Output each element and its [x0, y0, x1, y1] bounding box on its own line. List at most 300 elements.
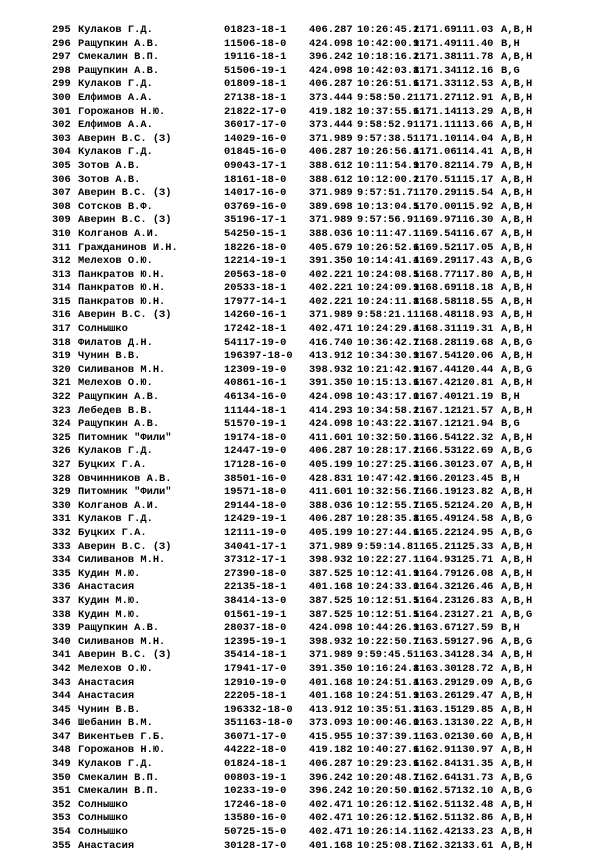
cell-num: 298 — [52, 64, 71, 77]
cell-num: 327 — [52, 459, 71, 471]
cell-v1: 1169.29 — [413, 255, 457, 268]
cell-dist: 411.601 — [309, 431, 353, 444]
cell-num: 296 — [52, 37, 71, 50]
cell-tag: A,B,H — [501, 798, 533, 811]
cell-dist: 405.199 — [309, 526, 353, 539]
cell-v1: 1165.22 — [413, 526, 457, 539]
cell-time: 10:43:22.3 — [357, 418, 420, 431]
cell-time: 10:16:24.8 — [357, 662, 420, 675]
cell-name: Аверин В.С. (З) — [78, 649, 172, 662]
cell-time: 10:47:42.9 — [357, 472, 420, 485]
cell-dist: 387.525 — [309, 608, 353, 621]
cell-tag: A,B,H — [501, 51, 533, 64]
cell-tag: A,B,H — [501, 812, 533, 825]
cell-v2: 118.55 — [456, 295, 494, 308]
cell-v2: 124.20 — [456, 499, 494, 512]
cell-name: Аверин В.С. (З) — [78, 540, 172, 553]
cell-time: 9:57:56.9 — [357, 214, 414, 227]
cell-time: 10:24:11.8 — [357, 295, 420, 308]
cell-name: Мелехов О.Ю. — [78, 662, 153, 675]
cell-time: 9:58:52.9 — [357, 119, 414, 132]
cell-v1: 1163.02 — [413, 730, 457, 743]
cell-dist: 402.471 — [309, 323, 353, 336]
cell-code: 20563-18-0 — [224, 268, 287, 281]
cell-v2: 118.18 — [456, 282, 494, 295]
cell-num: 344 — [52, 690, 71, 703]
cell-v2: 127.96 — [456, 635, 494, 648]
cell-code: 54250-15-1 — [224, 227, 287, 240]
cell-tag: B,H — [501, 622, 520, 635]
cell-v2: 125.33 — [456, 540, 494, 553]
cell-tag: A,B,G — [501, 255, 533, 268]
cell-code: 11506-18-0 — [224, 37, 287, 50]
cell-code: 17977-14-1 — [224, 295, 287, 308]
cell-v2: 122.32 — [456, 431, 494, 444]
cell-name: Чунин В.В. — [78, 350, 141, 363]
cell-time: 10:24:29.4 — [357, 323, 420, 336]
cell-v2: 113.66 — [456, 119, 494, 132]
cell-code: 35196-17-1 — [224, 214, 287, 227]
cell-num: 331 — [52, 513, 71, 526]
cell-tag: A,B,G — [501, 445, 533, 458]
cell-code: 17128-16-0 — [224, 459, 287, 471]
cell-tag: A,B,H — [501, 350, 533, 363]
cell-v1: 1168.28 — [413, 336, 457, 349]
cell-time: 9:58:21.1 — [357, 309, 414, 322]
cell-tag: A,B,H — [501, 105, 533, 118]
cell-dist: 402.471 — [309, 812, 353, 825]
cell-code: 12309-19-0 — [224, 363, 287, 376]
cell-code: 22135-18-1 — [224, 581, 287, 594]
cell-name: Силиванов М.Н. — [78, 635, 166, 648]
cell-time: 10:20:48.7 — [357, 771, 420, 784]
cell-v1: 1169.52 — [413, 241, 457, 254]
cell-dist: 424.098 — [309, 418, 353, 431]
cell-v2: 115.17 — [456, 173, 494, 186]
cell-tag: A,B,H — [501, 377, 533, 390]
cell-tag: A,B,H — [501, 404, 533, 417]
cell-dist: 406.287 — [309, 758, 353, 771]
cell-v1: 1162.42 — [413, 826, 457, 839]
cell-tag: A,B,H — [501, 703, 533, 716]
cell-v1: 1166.19 — [413, 486, 457, 499]
cell-tag: A,B,H — [501, 554, 533, 567]
cell-v1: 1163.26 — [413, 690, 457, 703]
cell-v1: 1170.00 — [413, 200, 457, 213]
cell-v2: 128.72 — [456, 662, 494, 675]
cell-name: Кулаков Г.Д. — [78, 146, 153, 159]
cell-name: Шебанин В.М. — [78, 717, 153, 730]
cell-v1: 1162.51 — [413, 798, 457, 811]
cell-v2: 111.78 — [456, 51, 494, 64]
cell-v2: 132.10 — [456, 785, 494, 798]
cell-dist: 388.612 — [309, 159, 353, 172]
cell-num: 328 — [52, 472, 71, 485]
cell-v1: 1166.53 — [413, 445, 457, 458]
cell-dist: 391.350 — [309, 377, 353, 390]
cell-time: 10:12:41.9 — [357, 567, 420, 580]
cell-code: 01845-16-0 — [224, 146, 287, 159]
cell-dist: 371.989 — [309, 540, 353, 553]
cell-time: 10:14:41.4 — [357, 255, 420, 268]
cell-name: Силиванов М.Н. — [78, 363, 166, 376]
cell-v1: 1166.30 — [413, 459, 457, 471]
cell-code: 21822-17-0 — [224, 105, 287, 118]
cell-name: Солнышко — [78, 323, 128, 336]
cell-num: 301 — [52, 105, 71, 118]
cell-v1: 1166.20 — [413, 472, 457, 485]
cell-name: Анастасия — [78, 676, 135, 689]
cell-dist: 402.221 — [309, 282, 353, 295]
cell-num: 311 — [52, 241, 71, 254]
cell-dist: 373.444 — [309, 91, 353, 104]
cell-v1: 1167.44 — [413, 363, 457, 376]
cell-name: Солнышко — [78, 798, 128, 811]
cell-time: 9:59:45.5 — [357, 649, 414, 662]
cell-dist: 371.989 — [309, 132, 353, 145]
cell-v2: 126.83 — [456, 594, 494, 607]
cell-dist: 388.036 — [309, 499, 353, 512]
cell-dist: 413.912 — [309, 703, 353, 716]
cell-time: 10:24:08.5 — [357, 268, 420, 281]
cell-name: Буцких Г.А. — [78, 459, 147, 471]
cell-tag: A,B,G — [501, 676, 533, 689]
cell-time: 10:28:17.2 — [357, 445, 420, 458]
cell-time: 10:28:35.8 — [357, 513, 420, 526]
cell-name: Питомник "Фили" — [78, 486, 172, 499]
cell-v1: 1170.51 — [413, 173, 457, 186]
cell-v2: 124.58 — [456, 513, 494, 526]
cell-tag: A,B,G — [501, 635, 533, 648]
cell-name: Горожанов Н.Ю. — [78, 744, 166, 757]
cell-code: 17246-18-0 — [224, 798, 287, 811]
cell-dist: 398.932 — [309, 635, 353, 648]
cell-num: 341 — [52, 649, 71, 662]
cell-tag: A,B,H — [501, 173, 533, 186]
cell-name: Солнышко — [78, 826, 128, 839]
cell-v1: 1164.32 — [413, 581, 457, 594]
cell-dist: 424.098 — [309, 622, 353, 635]
cell-v2: 120.44 — [456, 363, 494, 376]
cell-time: 10:24:33.0 — [357, 581, 420, 594]
cell-v2: 126.08 — [456, 567, 494, 580]
cell-num: 320 — [52, 363, 71, 376]
cell-dist: 406.287 — [309, 513, 353, 526]
cell-num: 334 — [52, 554, 71, 567]
cell-tag: A,B,G — [501, 785, 533, 798]
cell-num: 343 — [52, 676, 71, 689]
cell-num: 323 — [52, 404, 71, 417]
cell-name: Смекалин В.П. — [78, 785, 160, 798]
cell-dist: 406.287 — [309, 445, 353, 458]
cell-name: Кулаков Г.Д. — [78, 24, 153, 36]
cell-v1: 1171.69 — [413, 24, 457, 36]
cell-v2: 120.81 — [456, 377, 494, 390]
cell-num: 325 — [52, 431, 71, 444]
cell-tag: B,G — [501, 418, 520, 431]
cell-code: 29144-18-0 — [224, 499, 287, 512]
cell-v1: 1168.48 — [413, 309, 457, 322]
cell-num: 326 — [52, 445, 71, 458]
cell-tag: B,H — [501, 472, 520, 485]
cell-name: Аверин В.С. (З) — [78, 132, 172, 145]
cell-code: 12214-19-1 — [224, 255, 287, 268]
cell-dist: 373.444 — [309, 119, 353, 132]
cell-name: Панкратов Ю.Н. — [78, 268, 166, 281]
cell-name: Мелехов О.Ю. — [78, 255, 153, 268]
cell-v1: 1162.64 — [413, 771, 457, 784]
cell-name: Буцких Г.А. — [78, 526, 147, 539]
cell-v2: 118.93 — [456, 309, 494, 322]
cell-code: 20533-18-1 — [224, 282, 287, 295]
cell-code: 11144-18-1 — [224, 404, 287, 417]
cell-code: 03769-16-0 — [224, 200, 287, 213]
cell-num: 335 — [52, 567, 71, 580]
cell-name: Гражданинов И.Н. — [78, 241, 178, 254]
cell-time: 10:25:08.7 — [357, 839, 420, 852]
cell-v1: 1162.91 — [413, 744, 457, 757]
cell-tag: A,B,H — [501, 744, 533, 757]
cell-v1: 1163.67 — [413, 622, 457, 635]
cell-name: Ращупкин А.В. — [78, 37, 160, 50]
cell-dist: 388.612 — [309, 173, 353, 186]
cell-v1: 1167.12 — [413, 418, 457, 431]
cell-time: 10:36:42.7 — [357, 336, 420, 349]
cell-name: Питомник "Фили" — [78, 431, 172, 444]
cell-v2: 117.80 — [456, 268, 494, 281]
cell-name: Силиванов М.Н. — [78, 554, 166, 567]
cell-v2: 113.29 — [456, 105, 494, 118]
cell-num: 355 — [52, 839, 71, 852]
cell-dist: 402.221 — [309, 295, 353, 308]
cell-tag: A,B,H — [501, 662, 533, 675]
cell-v2: 124.95 — [456, 526, 494, 539]
cell-v2: 119.31 — [456, 323, 494, 336]
cell-num: 317 — [52, 323, 71, 336]
cell-v1: 1170.29 — [413, 187, 457, 200]
cell-dist: 414.293 — [309, 404, 353, 417]
cell-num: 322 — [52, 391, 71, 404]
cell-code: 35414-18-1 — [224, 649, 287, 662]
cell-time: 10:26:12.5 — [357, 812, 420, 825]
cell-num: 349 — [52, 758, 71, 771]
cell-time: 10:32:56.7 — [357, 486, 420, 499]
cell-dist: 406.287 — [309, 78, 353, 91]
cell-dist: 401.168 — [309, 690, 353, 703]
cell-tag: A,B,H — [501, 323, 533, 336]
cell-v2: 123.07 — [456, 459, 494, 471]
cell-v2: 111.03 — [456, 24, 494, 36]
cell-v2: 133.61 — [456, 839, 494, 852]
cell-num: 336 — [52, 581, 71, 594]
cell-num: 306 — [52, 173, 71, 186]
cell-v2: 121.57 — [456, 404, 494, 417]
cell-name: Кулаков Г.Д. — [78, 513, 153, 526]
cell-tag: A,B,H — [501, 227, 533, 240]
cell-num: 309 — [52, 214, 71, 227]
cell-dist: 424.098 — [309, 64, 353, 77]
cell-name: Кудин М.Ю. — [78, 567, 141, 580]
cell-v1: 1164.79 — [413, 567, 457, 580]
cell-v2: 114.41 — [456, 146, 494, 159]
cell-num: 295 — [52, 24, 71, 36]
cell-code: 196397-18-0 — [224, 350, 293, 363]
cell-time: 10:34:30.9 — [357, 350, 420, 363]
cell-tag: A,B,H — [501, 717, 533, 730]
cell-name: Ращупкин А.В. — [78, 622, 160, 635]
cell-dist: 402.471 — [309, 826, 353, 839]
cell-tag: A,B,H — [501, 567, 533, 580]
cell-code: 40861-16-1 — [224, 377, 287, 390]
cell-v1: 1164.93 — [413, 554, 457, 567]
cell-code: 37312-17-1 — [224, 554, 287, 567]
cell-dist: 371.989 — [309, 187, 353, 200]
cell-code: 51570-19-1 — [224, 418, 287, 431]
cell-v1: 1169.97 — [413, 214, 457, 227]
cell-dist: 411.601 — [309, 486, 353, 499]
cell-time: 10:26:52.6 — [357, 241, 420, 254]
cell-v2: 120.06 — [456, 350, 494, 363]
cell-num: 338 — [52, 608, 71, 621]
cell-v1: 1167.12 — [413, 404, 457, 417]
cell-time: 10:22:27.1 — [357, 554, 420, 567]
cell-tag: A,B,H — [501, 132, 533, 145]
cell-dist: 398.932 — [309, 554, 353, 567]
cell-code: 14029-16-0 — [224, 132, 287, 145]
cell-time: 10:26:14.1 — [357, 826, 420, 839]
cell-num: 330 — [52, 499, 71, 512]
cell-tag: A,B,H — [501, 282, 533, 295]
cell-v1: 1162.57 — [413, 785, 457, 798]
cell-code: 12429-19-1 — [224, 513, 287, 526]
cell-code: 18161-18-0 — [224, 173, 287, 186]
cell-num: 300 — [52, 91, 71, 104]
cell-code: 01824-18-1 — [224, 758, 287, 771]
cell-name: Аверин В.С. (З) — [78, 214, 172, 227]
cell-num: 346 — [52, 717, 71, 730]
cell-time: 10:26:51.6 — [357, 78, 420, 91]
cell-v1: 1162.84 — [413, 758, 457, 771]
cell-num: 314 — [52, 282, 71, 295]
cell-v2: 112.53 — [456, 78, 494, 91]
cell-name: Викентьев Г.Б. — [78, 730, 166, 743]
cell-tag: A,B,H — [501, 540, 533, 553]
cell-v2: 123.45 — [456, 472, 494, 485]
cell-dist: 401.168 — [309, 839, 353, 852]
cell-dist: 389.698 — [309, 200, 353, 213]
cell-tag: A,B,H — [501, 690, 533, 703]
cell-tag: A,B,H — [501, 431, 533, 444]
cell-time: 9:57:51.7 — [357, 187, 414, 200]
cell-name: Елфимов А.А. — [78, 119, 153, 132]
cell-name: Ращупкин А.В. — [78, 391, 160, 404]
cell-num: 339 — [52, 622, 71, 635]
cell-v2: 130.60 — [456, 730, 494, 743]
cell-v2: 127.21 — [456, 608, 494, 621]
cell-tag: A,B,H — [501, 200, 533, 213]
cell-v2: 117.05 — [456, 241, 494, 254]
cell-num: 308 — [52, 200, 71, 213]
cell-name: Панкратов Ю.Н. — [78, 295, 166, 308]
cell-v1: 1167.40 — [413, 391, 457, 404]
cell-time: 10:26:45.2 — [357, 24, 420, 36]
cell-tag: A,B,H — [501, 581, 533, 594]
cell-v1: 1170.82 — [413, 159, 457, 172]
cell-code: 19571-18-0 — [224, 486, 287, 499]
cell-tag: A,B,G — [501, 526, 533, 539]
cell-code: 36071-17-0 — [224, 730, 287, 743]
cell-code: 01561-19-1 — [224, 608, 287, 621]
cell-name: Колганов А.И. — [78, 499, 160, 512]
cell-tag: A,B,H — [501, 78, 533, 91]
cell-v1: 1171.10 — [413, 132, 457, 145]
cell-v2: 122.69 — [456, 445, 494, 458]
cell-v2: 132.86 — [456, 812, 494, 825]
cell-v1: 1171.33 — [413, 78, 457, 91]
cell-code: 12395-19-1 — [224, 635, 287, 648]
cell-time: 10:24:51.4 — [357, 676, 420, 689]
cell-code: 19174-18-0 — [224, 431, 287, 444]
cell-name: Смекалин В.П. — [78, 51, 160, 64]
cell-code: 44222-18-0 — [224, 744, 287, 757]
cell-num: 324 — [52, 418, 71, 431]
cell-time: 10:12:51.5 — [357, 608, 420, 621]
cell-name: Ращупкин А.В. — [78, 64, 160, 77]
cell-time: 10:34:58.2 — [357, 404, 420, 417]
cell-code: 01823-18-1 — [224, 24, 287, 36]
cell-num: 340 — [52, 635, 71, 648]
cell-v2: 126.46 — [456, 581, 494, 594]
cell-v1: 1171.14 — [413, 105, 457, 118]
cell-num: 297 — [52, 51, 71, 64]
cell-num: 352 — [52, 798, 71, 811]
cell-time: 10:32:50.3 — [357, 431, 420, 444]
cell-tag: A,B,H — [501, 459, 533, 471]
cell-v2: 128.34 — [456, 649, 494, 662]
cell-tag: A,B,H — [501, 91, 533, 104]
cell-tag: A,B,H — [501, 295, 533, 308]
cell-dist: 406.287 — [309, 146, 353, 159]
cell-tag: A,B,H — [501, 159, 533, 172]
cell-name: Мелехов О.Ю. — [78, 377, 153, 390]
cell-name: Елфимов А.А. — [78, 91, 153, 104]
cell-tag: A,B,G — [501, 336, 533, 349]
cell-dist: 419.182 — [309, 105, 353, 118]
cell-v1: 1168.58 — [413, 295, 457, 308]
cell-dist: 405.679 — [309, 241, 353, 254]
cell-num: 302 — [52, 119, 71, 132]
cell-code: 19116-18-1 — [224, 51, 287, 64]
cell-dist: 371.989 — [309, 309, 353, 322]
cell-v1: 1163.13 — [413, 717, 457, 730]
cell-code: 18226-18-0 — [224, 241, 287, 254]
cell-time: 10:27:44.6 — [357, 526, 420, 539]
cell-num: 321 — [52, 377, 71, 390]
cell-dist: 388.036 — [309, 227, 353, 240]
cell-name: Солнышко — [78, 812, 128, 825]
cell-name: Лебедев В.В. — [78, 404, 153, 417]
cell-code: 17242-18-1 — [224, 323, 287, 336]
cell-v2: 132.48 — [456, 798, 494, 811]
cell-tag: A,B,H — [501, 214, 533, 227]
cell-v2: 112.91 — [456, 91, 494, 104]
cell-num: 337 — [52, 594, 71, 607]
cell-v1: 1171.49 — [413, 37, 457, 50]
cell-time: 10:26:12.5 — [357, 798, 420, 811]
cell-time: 9:59:14.8 — [357, 540, 414, 553]
cell-v1: 1163.30 — [413, 662, 457, 675]
cell-name: Кудин М.Ю. — [78, 594, 141, 607]
